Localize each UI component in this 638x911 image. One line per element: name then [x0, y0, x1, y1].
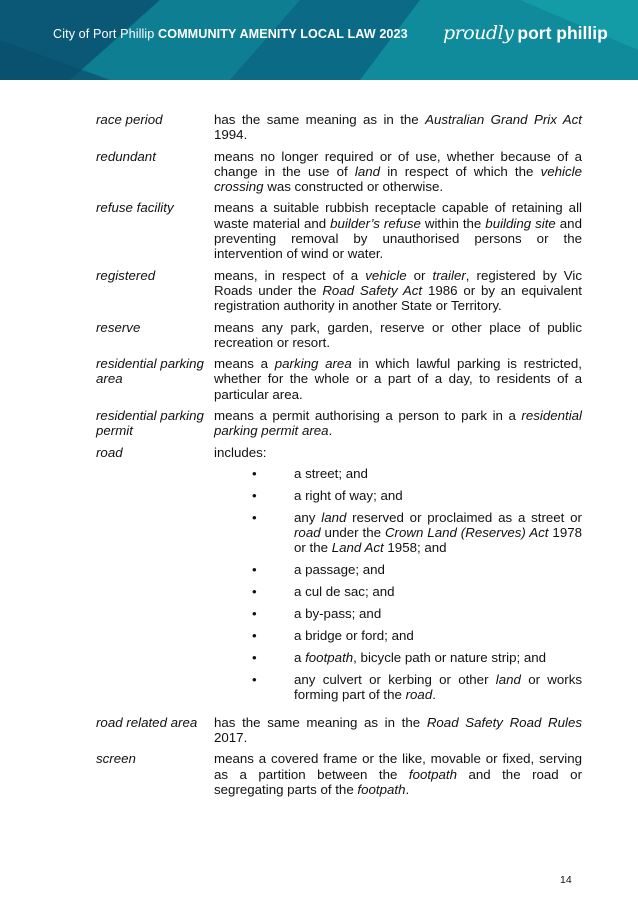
port-phillip-logo: [443, 22, 608, 44]
defined-term: registered: [96, 267, 156, 283]
definition-text: [214, 268, 582, 314]
bullet-text: [294, 650, 582, 665]
page-number: 14: [560, 874, 572, 886]
text-run: includes:: [214, 444, 267, 460]
definition-paragraph: [214, 408, 582, 439]
text-run: has the same meaning as in the: [214, 714, 427, 730]
bullet-text: [294, 466, 582, 481]
definition-text: [214, 320, 582, 351]
definition-entry: [96, 408, 582, 439]
bullet-item: [214, 488, 582, 503]
text-run: has the same meaning as in the: [214, 112, 426, 127]
text-run: any: [294, 509, 322, 525]
bullet-item: [214, 650, 582, 665]
bullet-icon: •: [252, 562, 257, 578]
bullet-text: [294, 488, 582, 503]
text-run: a right of way; and: [294, 487, 403, 503]
logo-script: proudly: [443, 22, 514, 44]
definition-paragraph: [214, 149, 582, 195]
defined-term: residential parking permit: [96, 408, 204, 439]
italic-term: land: [354, 163, 381, 179]
definition-text: [214, 715, 582, 746]
definition-entry: [96, 112, 582, 143]
text-run: , bicycle path or nature strip; and: [353, 649, 547, 665]
text-run: and preventing removal by unauthorised persons or the intervention of wind or water.: [214, 215, 582, 262]
bullet-list: [214, 466, 582, 702]
text-run: .: [328, 423, 333, 439]
bullet-icon: •: [252, 509, 257, 525]
italic-term: trailer: [432, 267, 466, 283]
defined-term: screen: [96, 751, 136, 767]
bullet-item: [214, 584, 582, 599]
definitions-list: [96, 112, 582, 803]
definition-entry: [96, 200, 582, 261]
italic-term: road: [294, 525, 321, 541]
bullet-text: [294, 672, 582, 703]
italic-term: builder’s refuse: [330, 215, 421, 231]
bullet-icon: •: [252, 627, 257, 643]
text-run: a street; and: [294, 465, 368, 481]
definition-text: [214, 356, 582, 402]
defined-term: road related area: [96, 714, 198, 730]
bullet-icon: •: [252, 605, 257, 621]
bullet-item: [214, 672, 582, 703]
definition-entry: [96, 751, 582, 797]
italic-term: road: [405, 686, 433, 702]
bullet-text: [294, 562, 582, 577]
definition-text: [214, 751, 582, 797]
bullet-icon: •: [252, 671, 257, 687]
text-run: in respect of which the: [380, 163, 541, 179]
text-run: , registered by Vic Roads under the: [214, 267, 582, 298]
bullet-icon: •: [252, 584, 257, 600]
italic-term: parking area: [274, 356, 352, 372]
text-run: and the road or segregating parts of the: [214, 766, 582, 798]
text-run: a passage; and: [294, 562, 385, 578]
document-title: [53, 27, 408, 41]
definition-paragraph: [214, 356, 582, 402]
italic-term: Australian Grand Prix Act: [425, 112, 582, 127]
text-run: means, in respect of a: [214, 267, 366, 283]
definition-text: [214, 408, 582, 439]
text-run: 1958; and: [383, 540, 447, 556]
defined-term: reserve: [96, 319, 141, 335]
text-run: means a: [214, 356, 275, 372]
text-run: under the: [320, 525, 385, 541]
text-run: 1994.: [214, 127, 248, 143]
text-run: within the: [420, 215, 486, 231]
bullet-text: [294, 606, 582, 621]
definition-paragraph: [214, 320, 582, 351]
definition-entry: [96, 149, 582, 195]
bullet-item: [214, 606, 582, 621]
defined-term: road: [96, 444, 123, 460]
definition-paragraph: [214, 445, 582, 460]
text-run: any culvert or kerbing or other: [294, 671, 496, 687]
text-run: 1986 or by an equivalent registration authority in another State or Territory.: [214, 282, 582, 314]
text-run: means a covered frame or the like, movable or fixed, serving as a partition between the: [214, 751, 582, 782]
text-run: a: [294, 649, 306, 665]
header-banner: [0, 0, 638, 80]
bullet-text: [294, 584, 582, 599]
definition-paragraph: [214, 200, 582, 261]
bullet-icon: •: [252, 649, 257, 665]
definition-entry: [96, 320, 582, 351]
org-name: City of Port Phillip: [53, 27, 155, 41]
defined-term: redundant: [96, 148, 156, 164]
bullet-text: [294, 628, 582, 643]
bullet-icon: •: [252, 487, 257, 503]
italic-term: residential parking permit area: [214, 408, 582, 439]
italic-term: Road Safety Act: [322, 282, 423, 298]
definition-entry: [96, 445, 582, 709]
bullet-text: [294, 510, 582, 556]
text-run: a cul de sac; and: [294, 584, 395, 600]
law-title: COMMUNITY AMENITY LOCAL LAW 2023: [158, 27, 408, 41]
italic-term: land: [495, 671, 521, 687]
italic-term: Crown Land (Reserves) Act: [384, 525, 549, 541]
italic-term: vehicle crossing: [214, 163, 582, 195]
text-run: a by-pass; and: [294, 605, 382, 621]
definition-entry: [96, 356, 582, 402]
text-run: means any park, garden, reserve or other place of public recreation or resort.: [214, 319, 582, 350]
definition-paragraph: [214, 715, 582, 746]
italic-term: Land Act: [331, 540, 384, 556]
defined-term: residential parking area: [96, 356, 204, 387]
text-run: .: [405, 782, 410, 798]
definition-text: [214, 149, 582, 195]
definition-paragraph: [214, 751, 582, 797]
definition-paragraph: [214, 268, 582, 314]
italic-term: footpath: [357, 782, 406, 798]
text-run: 2017.: [214, 730, 248, 746]
bullet-icon: •: [252, 465, 257, 481]
text-run: was constructed or otherwise.: [263, 179, 444, 195]
text-run: 1978 or the: [294, 525, 583, 556]
definition-text: [214, 112, 582, 143]
text-run: means a suitable rubbish receptacle capable of retaining all waste material and: [214, 200, 582, 231]
text-run: a bridge or ford; and: [294, 627, 414, 643]
definition-text: [214, 445, 582, 709]
text-run: .: [432, 686, 436, 702]
defined-term: refuse facility: [96, 200, 174, 216]
italic-term: footpath: [408, 766, 457, 782]
defined-term: race period: [96, 112, 163, 127]
text-run: in which lawful parking is restricted, whether for the whole or a part of a day, to residents of a particular area.: [214, 356, 582, 402]
bullet-item: [214, 562, 582, 577]
definition-text: [214, 200, 582, 261]
bullet-item: [214, 466, 582, 481]
text-run: or works forming part of the: [294, 671, 583, 702]
definition-entry: [96, 715, 582, 746]
italic-term: building site: [485, 215, 556, 231]
definition-entry: [96, 268, 582, 314]
italic-term: vehicle: [365, 267, 407, 283]
italic-term: land: [321, 509, 347, 525]
text-run: means no longer required or of use, whether because of a change in the use of: [214, 148, 582, 179]
definition-paragraph: [214, 112, 582, 143]
bullet-item: [214, 510, 582, 556]
italic-term: Road Safety Road Rules: [426, 714, 582, 730]
text-run: reserved or proclaimed as a street or: [346, 509, 582, 525]
text-run: or: [406, 267, 433, 283]
logo-brand: port phillip: [517, 23, 608, 43]
bullet-item: [214, 628, 582, 643]
text-run: means a permit authorising a person to park in a: [214, 408, 522, 424]
italic-term: footpath: [305, 649, 354, 665]
